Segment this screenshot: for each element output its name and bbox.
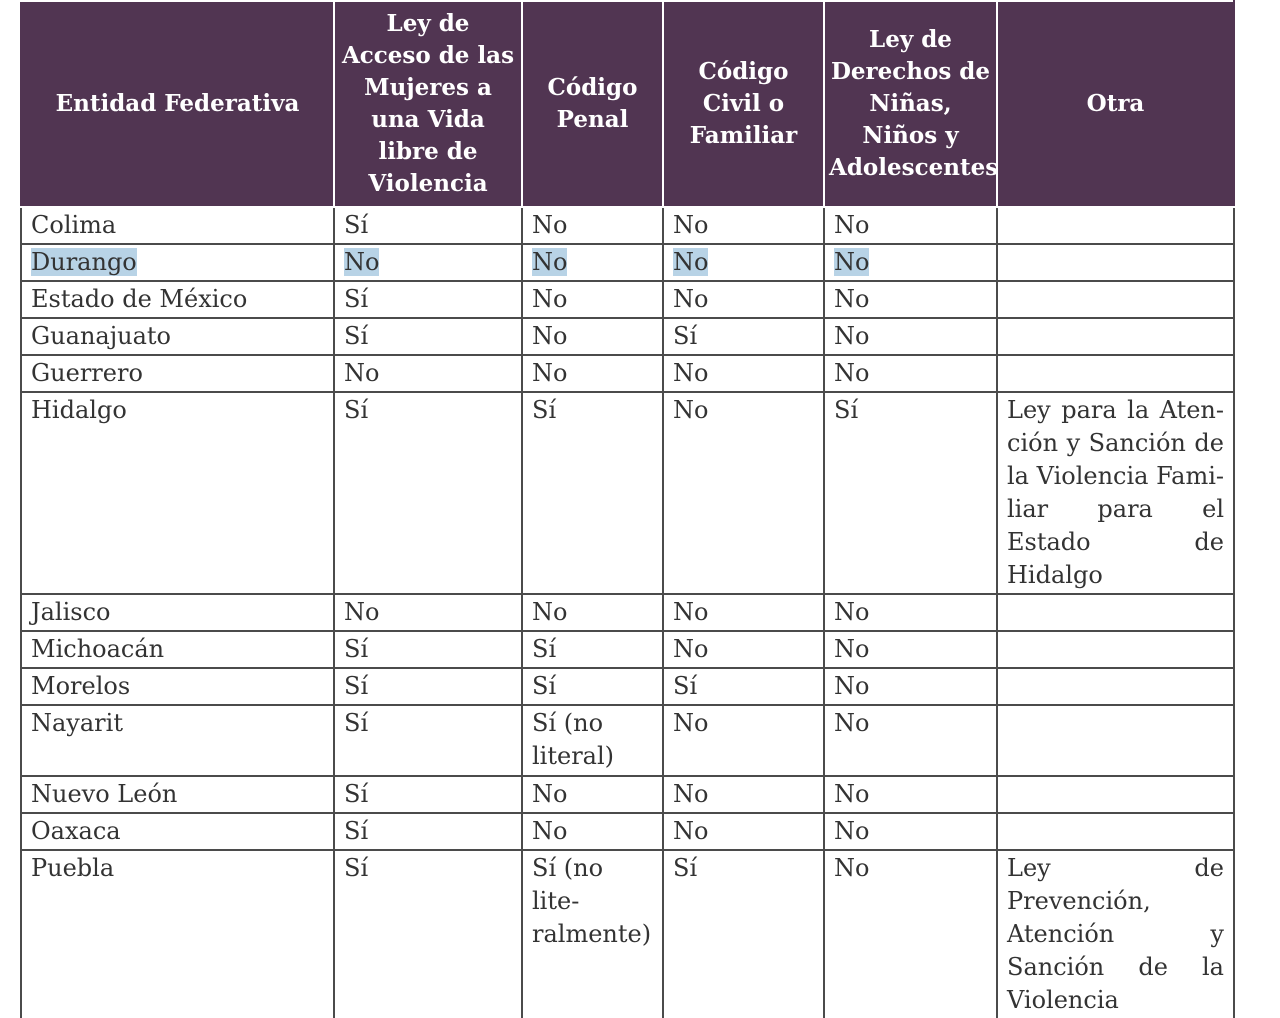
cell-entidad: Morelos xyxy=(21,668,334,705)
table-row xyxy=(21,705,1234,776)
table-row xyxy=(21,594,1234,631)
cell-entidad: Guanajuato xyxy=(21,318,334,355)
cell-ley-acceso: Sí xyxy=(334,207,522,244)
cell-entidad xyxy=(21,244,334,281)
cell-ley-derechos: No xyxy=(824,355,997,392)
cell-ley-acceso: Sí xyxy=(334,281,522,318)
cell-ley-derechos: No xyxy=(824,850,997,1018)
cell-ley-acceso: No xyxy=(334,355,522,392)
cell-ley-acceso: Sí xyxy=(334,631,522,668)
table-row xyxy=(21,850,1234,1018)
table-header xyxy=(21,1,1234,207)
cell-ley-acceso: Sí xyxy=(334,668,522,705)
cell-ley-derechos: Sí xyxy=(824,392,997,594)
cell-entidad: Jalisco xyxy=(21,594,334,631)
cell-ley-derechos: No xyxy=(824,318,997,355)
cell-ley-acceso: Sí xyxy=(334,318,522,355)
cell-ley-derechos: No xyxy=(824,668,997,705)
header-codigo-civil: Código Civil o Familiar xyxy=(663,1,824,207)
cell-otra xyxy=(997,631,1234,668)
cell-ley-derechos: No xyxy=(824,207,997,244)
table-body xyxy=(21,207,1234,1018)
cell-entidad: Estado de México xyxy=(21,281,334,318)
cell-codigo-civil: No xyxy=(663,392,824,594)
cell-otra xyxy=(997,813,1234,850)
table-row xyxy=(21,281,1234,318)
selected-text[interactable]: No xyxy=(673,248,709,276)
cell-codigo-penal xyxy=(522,244,663,281)
selected-text[interactable]: Durango xyxy=(31,248,137,276)
cell-codigo-civil: No xyxy=(663,281,824,318)
cell-ley-derechos: No xyxy=(824,594,997,631)
header-row xyxy=(21,1,1234,207)
cell-entidad: Puebla xyxy=(21,850,334,1018)
cell-ley-acceso: Sí xyxy=(334,850,522,1018)
cell-ley-acceso: No xyxy=(334,594,522,631)
cell-codigo-civil: No xyxy=(663,776,824,813)
table-row xyxy=(21,813,1234,850)
cell-codigo-civil: No xyxy=(663,594,824,631)
cell-codigo-penal: No xyxy=(522,813,663,850)
cell-codigo-civil: Sí xyxy=(663,668,824,705)
selected-text[interactable]: No xyxy=(834,248,870,276)
cell-ley-derechos: No xyxy=(824,631,997,668)
cell-otra xyxy=(997,776,1234,813)
header-ley-acceso-mujeres: Ley de Acceso de las Mujeres a una Vida libre de Violencia xyxy=(334,1,522,207)
cell-otra xyxy=(997,318,1234,355)
cell-entidad: Nayarit xyxy=(21,705,334,776)
cell-entidad: Oaxaca xyxy=(21,813,334,850)
cell-codigo-civil: No xyxy=(663,813,824,850)
table-row xyxy=(21,318,1234,355)
cell-codigo-penal: Sí xyxy=(522,392,663,594)
cell-codigo-penal: No xyxy=(522,281,663,318)
cell-entidad: Hidalgo xyxy=(21,392,334,594)
cell-ley-acceso: Sí xyxy=(334,813,522,850)
cell-otra xyxy=(997,281,1234,318)
cell-codigo-penal: No xyxy=(522,207,663,244)
table-row xyxy=(21,207,1234,244)
cell-entidad: Nuevo León xyxy=(21,776,334,813)
cell-codigo-penal: Sí xyxy=(522,631,663,668)
table-row xyxy=(21,355,1234,392)
table-row xyxy=(21,776,1234,813)
selected-text[interactable]: No xyxy=(344,248,380,276)
legal-framework-table xyxy=(20,0,1235,1018)
cell-codigo-civil: No xyxy=(663,355,824,392)
cell-ley-derechos: No xyxy=(824,776,997,813)
cell-otra xyxy=(997,355,1234,392)
cell-codigo-penal: No xyxy=(522,776,663,813)
cell-ley-acceso xyxy=(334,244,522,281)
cell-otra: Ley de Prevención, Atención y Sanción de la Violencia xyxy=(997,850,1234,1018)
cell-codigo-civil xyxy=(663,244,824,281)
cell-ley-derechos: No xyxy=(824,705,997,776)
header-codigo-penal: Código Penal xyxy=(522,1,663,207)
cell-codigo-penal: No xyxy=(522,594,663,631)
header-otra: Otra xyxy=(997,1,1234,207)
cell-ley-derechos xyxy=(824,244,997,281)
cell-ley-derechos: No xyxy=(824,813,997,850)
table-row-highlighted xyxy=(21,244,1234,281)
cell-entidad: Colima xyxy=(21,207,334,244)
cell-codigo-civil: No xyxy=(663,207,824,244)
cell-ley-acceso: Sí xyxy=(334,705,522,776)
cell-ley-acceso: Sí xyxy=(334,776,522,813)
cell-codigo-civil: No xyxy=(663,705,824,776)
table-row xyxy=(21,392,1234,594)
cell-ley-derechos: No xyxy=(824,281,997,318)
cell-otra xyxy=(997,207,1234,244)
cell-codigo-penal: No xyxy=(522,355,663,392)
cell-ley-acceso: Sí xyxy=(334,392,522,594)
cell-otra xyxy=(997,244,1234,281)
cell-otra xyxy=(997,594,1234,631)
cell-codigo-penal: Sí xyxy=(522,668,663,705)
cell-otra xyxy=(997,668,1234,705)
cell-codigo-civil: Sí xyxy=(663,850,824,1018)
cell-codigo-penal: Sí (no literal) xyxy=(522,705,663,776)
table-row xyxy=(21,631,1234,668)
cell-codigo-civil: No xyxy=(663,631,824,668)
cell-entidad: Michoacán xyxy=(21,631,334,668)
cell-entidad: Guerrero xyxy=(21,355,334,392)
selected-text[interactable]: No xyxy=(532,248,568,276)
cell-codigo-penal: No xyxy=(522,318,663,355)
cell-otra xyxy=(997,705,1234,776)
cell-codigo-civil: Sí xyxy=(663,318,824,355)
cell-codigo-penal: Sí (no lite-ralmente) xyxy=(522,850,663,1018)
header-entidad-federativa: Entidad Federativa xyxy=(21,1,334,207)
document-table-container xyxy=(20,0,1233,1018)
header-ley-derechos-ninos: Ley de Derechos de Niñas, Niños y Adolescentes xyxy=(824,1,997,207)
table-row xyxy=(21,668,1234,705)
cell-otra: Ley para la Aten-ción y Sanción de la Violencia Fami-liar para el Estado de Hidalgo xyxy=(997,392,1234,594)
